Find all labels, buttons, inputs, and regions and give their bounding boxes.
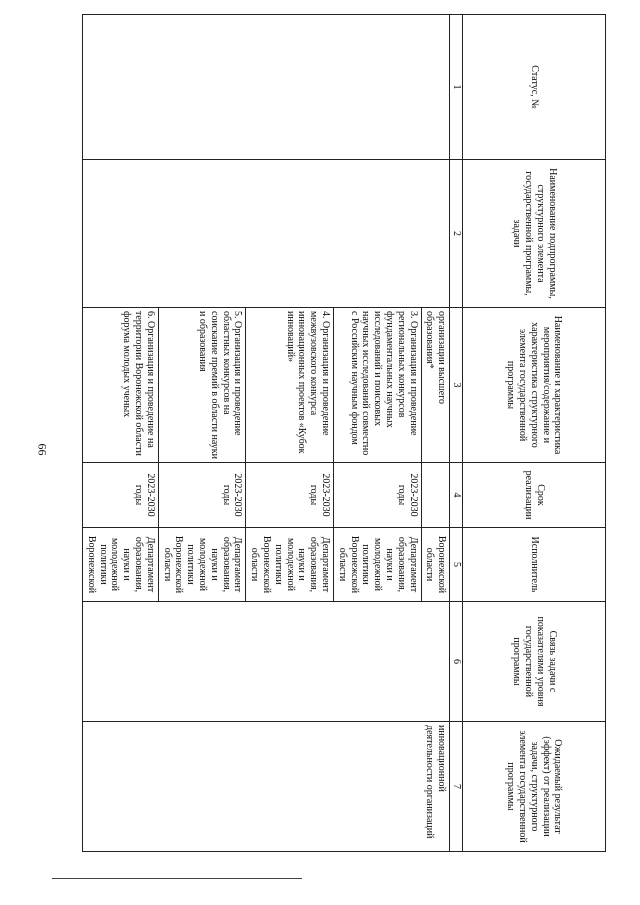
result-cell: инновационной деятельности организаций: [83, 722, 450, 852]
term-cell: [421, 463, 450, 528]
header-result: Ожидаемый результат (эффект) от реализации задачи, структурного элемента государственной программы: [463, 722, 606, 852]
program-table: [82, 14, 606, 852]
term-cell: 2023-2030 годы: [158, 463, 246, 528]
col-number: 5: [450, 528, 463, 602]
subprogram-cell: [83, 160, 450, 308]
table-row: [421, 15, 450, 852]
measure-cell: 3. Организация и проведение региональных конкурсов фундаментальных научных исследований и поисковых научных исследований совместно с Российским научным фондом: [334, 308, 422, 463]
header-status: Статус, №: [463, 15, 606, 160]
header-link: Связь задачи с показателями уровня государственной программы: [463, 602, 606, 722]
measure-cell: 5. Организация и проведение областных конкурсов на соискание премий в области науки и образования: [158, 308, 246, 463]
header-measure: Наименование и характеристика мероприятия/содержание и характеристика структурного элемента государственной программы: [463, 308, 606, 463]
header-subprogram: Наименование подпрограммы, структурного элемента государственной программы, задачи: [463, 160, 606, 308]
executor-cell: Воронежской области: [421, 528, 450, 602]
col-number: 6: [450, 602, 463, 722]
column-number-row: [450, 15, 463, 852]
measure-cell: организации высшего образования*: [421, 308, 450, 463]
col-number: 3: [450, 308, 463, 463]
page-number: 66: [35, 443, 50, 456]
col-number: 4: [450, 463, 463, 528]
executor-cell: Департамент образования, науки и молодежной политики Воронежской области: [158, 528, 246, 602]
measure-cell: 6. Организация и проведение на территории Воронежской области форума молодых ученых: [83, 308, 159, 463]
header-row: [463, 15, 606, 852]
rotated-page: [62, 14, 606, 893]
term-cell: 2023-2030 годы: [83, 463, 159, 528]
col-number: 1: [450, 15, 463, 160]
link-cell: [83, 602, 450, 722]
col-number: 7: [450, 722, 463, 852]
executor-cell: Департамент образования, науки и молодежной политики Воронежской: [83, 528, 159, 602]
executor-cell: Департамент образования, науки и молодежной политики Воронежской области: [246, 528, 334, 602]
term-cell: 2023-2030 годы: [246, 463, 334, 528]
header-term: Срок реализации: [463, 463, 606, 528]
footnote-divider: [52, 878, 302, 879]
col-number: 2: [450, 160, 463, 308]
header-executor: Исполнитель: [463, 528, 606, 602]
status-cell: [83, 15, 450, 160]
term-cell: 2023-2030 годы: [334, 463, 422, 528]
executor-cell: Департамент образования, науки и молодежной политики Воронежской области: [334, 528, 422, 602]
measure-cell: 4. Организация и проведение межвузовского конкурса инновационных проектов «Кубок инноваций»: [246, 308, 334, 463]
